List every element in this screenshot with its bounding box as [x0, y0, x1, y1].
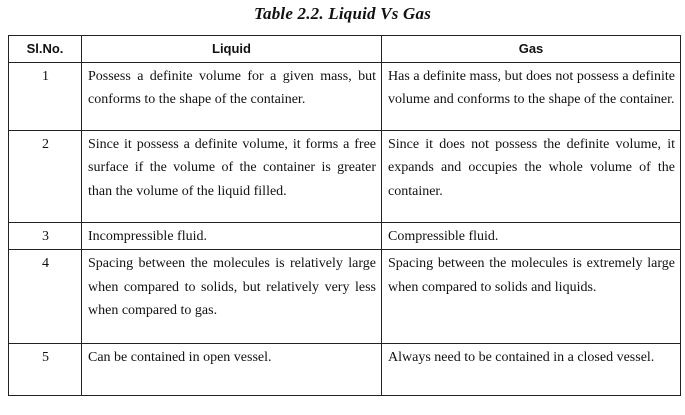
liquid-cell: Can be contained in open vessel. — [82, 344, 382, 396]
header-row — [9, 36, 681, 63]
liquid-cell: Possess a definite volume for a given mass, but conforms to the shape of the container. — [82, 62, 382, 130]
table-row — [9, 222, 681, 250]
liquid-cell: Spacing between the molecules is relatively large when compared to solids, but relatively very less when compared to gas. — [82, 250, 382, 344]
table-row — [9, 250, 681, 344]
table-row — [9, 62, 681, 130]
liquid-vs-gas-table — [8, 35, 681, 396]
gas-cell: Always need to be contained in a closed vessel. — [382, 344, 681, 396]
row-number: 2 — [9, 130, 82, 222]
gas-cell: Spacing between the molecules is extremely large when compared to solids and liquids. — [382, 250, 681, 344]
row-number: 3 — [9, 222, 82, 250]
table-caption: Table 2.2. Liquid Vs Gas — [253, 4, 432, 23]
liquid-cell: Since it possess a definite volume, it forms a free surface if the volume of the container is greater than the volume of the liquid filled. — [82, 130, 382, 222]
header-liquid: Liquid — [82, 36, 382, 63]
gas-cell: Compressible fluid. — [382, 222, 681, 250]
row-number: 5 — [9, 344, 82, 396]
row-number: 4 — [9, 250, 82, 344]
gas-cell: Since it does not possess the definite volume, it expands and occupies the whole volume of the container. — [382, 130, 681, 222]
liquid-cell: Incompressible fluid. — [82, 222, 382, 250]
table-row — [9, 130, 681, 222]
table-row — [9, 344, 681, 396]
header-gas: Gas — [382, 36, 681, 63]
row-number: 1 — [9, 62, 82, 130]
header-sl-no: Sl.No. — [9, 36, 82, 63]
gas-cell: Has a definite mass, but does not possess a definite volume and conforms to the shape of the container. — [382, 62, 681, 130]
